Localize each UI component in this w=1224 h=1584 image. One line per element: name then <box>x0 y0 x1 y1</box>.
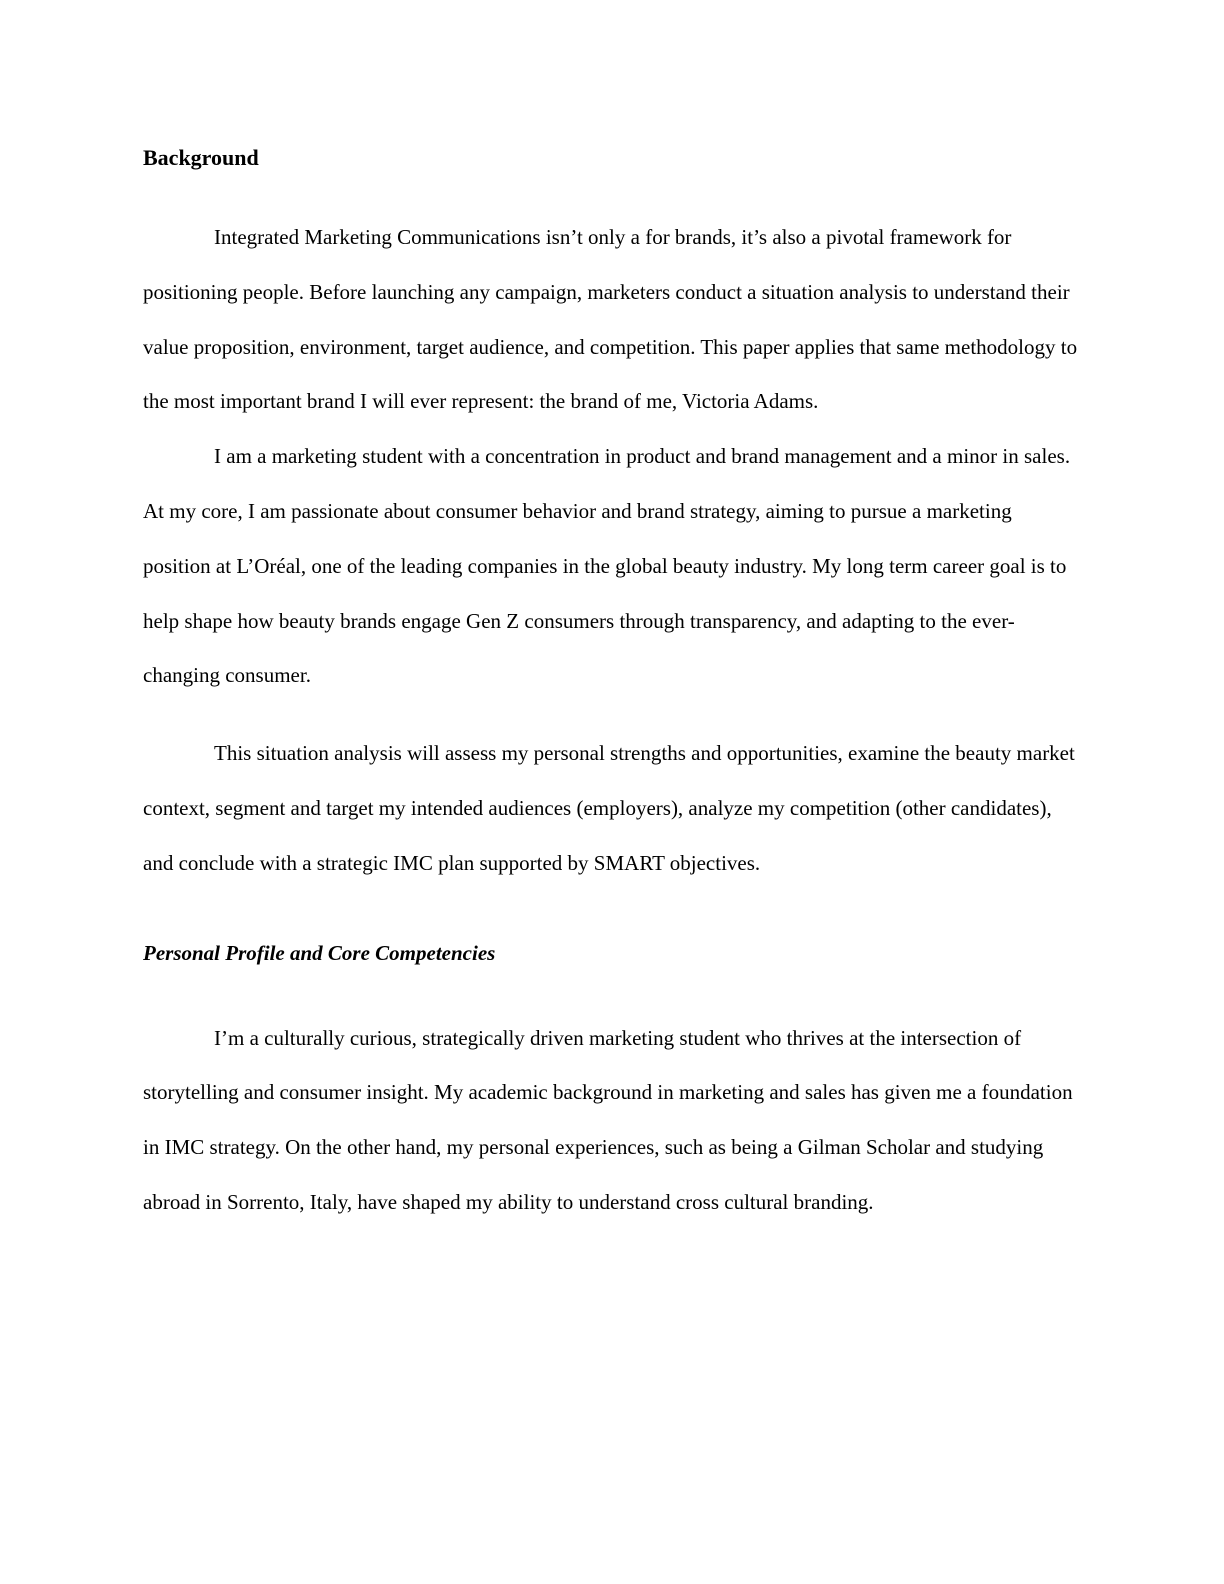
paragraph-intro: Integrated Marketing Communications isn’t only a for brands, it’s also a pivotal framework for positioning people. Before launching any campaign, marketers conduct a situation analysis to understand their value proposition, environment, target audience, and competition. This paper applies that same methodology to the most important brand I will ever represent: the brand of me, Victoria Adams. <box>143 225 1078 414</box>
paragraph-analysis-overview: This situation analysis will assess my personal strengths and opportunities, examine the beauty market context, segment and target my intended audiences (employers), analyze my competition (other candidates), and conclude with a strategic IMC plan supported by SMART objectives. <box>143 741 1075 875</box>
paragraph-student-goals: I am a marketing student with a concentration in product and brand management and a minor in sales. At my core, I am passionate about consumer behavior and brand strategy, aiming to pursue a marketing position at L’Oréal, one of the leading companies in the global beauty industry. My long term career goal is to help shape how beauty brands engage Gen Z consumers through transparency, and adapting to the ever-changing consumer. <box>143 444 1071 688</box>
document-body <box>143 138 1083 1230</box>
section-heading-profile: Personal Profile and Core Competencies <box>143 940 496 965</box>
paragraph-profile: I’m a culturally curious, strategically driven marketing student who thrives at the intersection of storytelling and consumer insight. My academic background in marketing and sales has given me a foundation in IMC strategy. On the other hand, my personal experiences, such as being a Gilman Scholar and studying abroad in Sorrento, Italy, have shaped my ability to understand cross cultural branding. <box>143 1025 1073 1214</box>
section-heading-background: Background <box>143 145 259 170</box>
